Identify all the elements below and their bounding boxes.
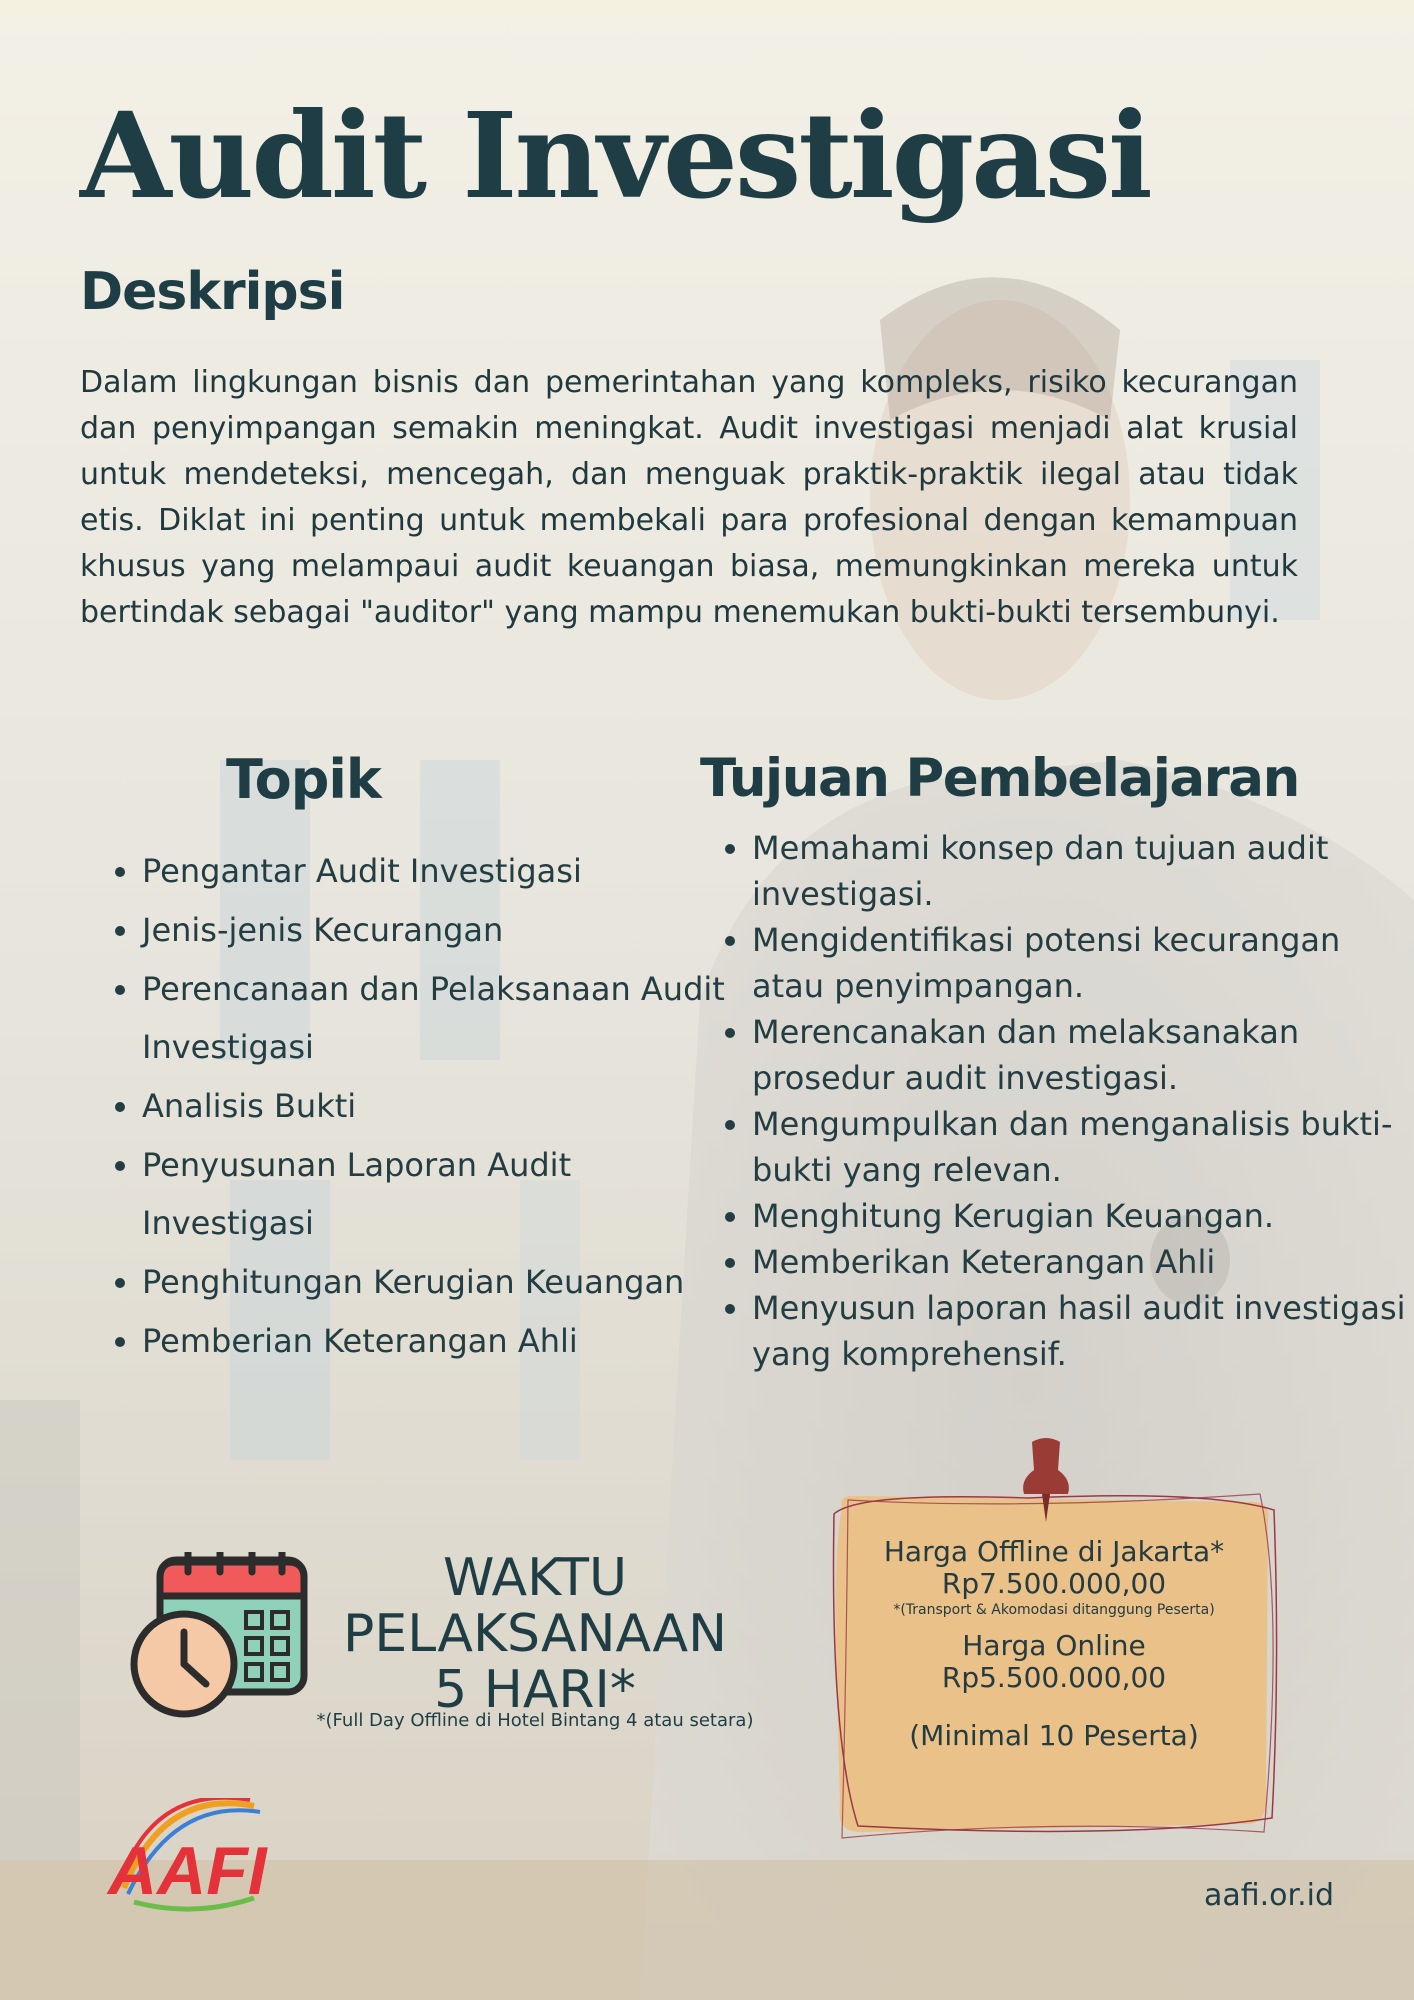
online-price-value: Rp5.500.000,00	[941, 1661, 1167, 1694]
offline-price-value: Rp7.500.000,00	[941, 1567, 1167, 1600]
page-title: Audit Investigasi	[80, 86, 1150, 225]
duration-note: *(Full Day Offline di Hotel Bintang 4 atau setara)	[316, 1710, 754, 1731]
offline-price-note: *(Transport & Akomodasi ditanggung Peserta)	[893, 1602, 1215, 1618]
offline-price-label: Harga Offline di Jakarta*	[883, 1535, 1225, 1568]
list-item: • Mengumpulkan dan menganalisis bukti-bukti yang relevan.	[752, 1101, 1412, 1193]
svg-text:AAFI: AAFI	[108, 1833, 267, 1909]
list-item: • Menghitung Kerugian Keuangan.	[752, 1193, 1412, 1239]
list-item: • Penyusunan Laporan Audit Investigasi	[142, 1136, 742, 1252]
topik-list	[80, 842, 742, 1371]
tujuan-heading: Tujuan Pembelajaran	[700, 748, 1299, 809]
calendar-clock-icon	[128, 1552, 314, 1722]
duration-line-1: WAKTU	[442, 1548, 628, 1608]
price-details	[828, 1536, 1280, 1752]
description-text: Dalam lingkungan bisnis dan pemerintahan yang kompleks, risiko kecurangan dan penyimpangan semakin meningkat. Audit investigasi menjadi alat krusial untuk mendeteksi, mencegah, dan menguak praktik-praktik ilegal atau tidak etis. Diklat ini penting untuk membekali para profesional dengan kemampuan khusus yang melampaui audit keuangan biasa, memungkinkan mereka untuk bertindak sebagai "auditor" yang mampu menemukan bukti-bukti tersembunyi.	[80, 365, 1298, 630]
list-item: • Jenis-jenis Kecurangan	[142, 901, 742, 959]
list-item: • Memahami konsep dan tujuan audit investigasi.	[752, 825, 1412, 917]
duration-line-3: 5 HARI*	[434, 1660, 636, 1720]
list-item: • Pemberian Keterangan Ahli	[142, 1312, 742, 1370]
minimum-participants: (Minimal 10 Peserta)	[909, 1719, 1199, 1752]
online-price-label: Harga Online	[962, 1629, 1146, 1662]
tujuan-list	[690, 825, 1412, 1377]
list-item: • Menyusun laporan hasil audit investigasi yang komprehensif.	[752, 1285, 1412, 1377]
aafi-logo	[104, 1798, 274, 1918]
list-item: • Mengidentifikasi potensi kecurangan atau penyimpangan.	[752, 917, 1412, 1009]
list-item: • Pengantar Audit Investigasi	[142, 842, 742, 900]
price-card	[828, 1488, 1280, 1840]
duration-block	[320, 1550, 750, 1718]
duration-line-2: PELAKSANAAN	[343, 1604, 727, 1664]
list-item: • Memberikan Keterangan Ahli	[752, 1239, 1412, 1285]
list-item: • Merencanakan dan melaksanakan prosedur audit investigasi.	[752, 1009, 1412, 1101]
topik-heading: Topik	[226, 748, 381, 811]
pushpin-icon	[1018, 1436, 1074, 1524]
list-item: • Analisis Bukti	[142, 1077, 742, 1135]
website-link[interactable]: aafi.or.id	[1203, 1878, 1334, 1913]
list-item: • Perencanaan dan Pelaksanaan Audit Investigasi	[142, 960, 742, 1076]
list-item: • Penghitungan Kerugian Keuangan	[142, 1253, 742, 1311]
description-heading: Deskripsi	[80, 262, 345, 322]
